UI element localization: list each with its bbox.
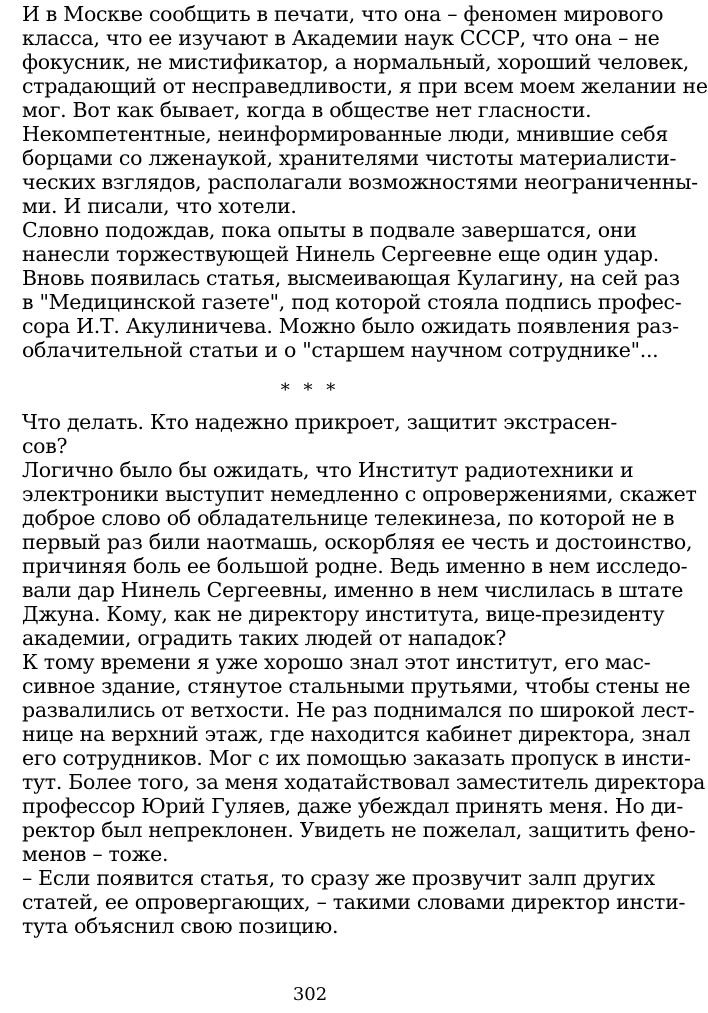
text-line: профессор Юрий Гуляев, даже убеждал принять меня. Но ди- <box>22 794 684 818</box>
text-line: нице на верхний этаж, где находится кабинет директора, знал <box>22 722 691 746</box>
text-line: менов – тоже. <box>22 842 169 866</box>
text-line: тут. Более того, за меня ходатайствовал заместитель директора <box>22 770 706 794</box>
text-line: вали дар Нинель Сергеевны, именно в нем числилась в штате <box>22 578 684 602</box>
text-line: Джуна. Кому, как не директору института, вице-президенту <box>22 602 665 626</box>
text-line: И в Москве сообщить в печати, что она – феномен мирового <box>22 2 664 26</box>
text-line: сов? <box>22 434 68 458</box>
text-line: мог. Вот как бывает, когда в обществе нет гласности. <box>22 98 592 122</box>
text-line: Словно подождав, пока опыты в подвале завершатся, они <box>22 218 637 242</box>
text-line: тута объяснил свою позицию. <box>22 914 339 938</box>
text-line: Что делать. Кто надежно прикроет, защитит экстрасен- <box>22 410 617 434</box>
text-line: доброе слово об обладательнице телекинеза, по которой не в <box>22 506 675 530</box>
text-line: фокусник, не мистификатор, а нормальный, хороший человек, <box>22 50 690 74</box>
text-line: сивное здание, стянутое стальными прутьями, чтобы стены не <box>22 674 691 698</box>
text-line: страдающий от несправедливости, я при всем моем желании не <box>22 74 708 98</box>
text-line: – Если появится статья, то сразу же прозвучит залп других <box>22 866 655 890</box>
text-line: его сотрудников. Мог с их помощью заказать пропуск в инсти- <box>22 746 691 770</box>
text-line: облачительной статьи и о "старшем научном сотруднике"... <box>22 338 659 362</box>
text-line: сора И.Т. Акулиничева. Можно было ожидать появления раз- <box>22 314 679 338</box>
text-line: борцами со лженаукой, хранителями чистоты материалисти- <box>22 146 677 170</box>
section-separator: * * * <box>280 380 340 401</box>
text-line: Логично было бы ожидать, что Институт радиотехники и <box>22 458 634 482</box>
text-line: причиняя боль ее большой родне. Ведь именно в нем исследо- <box>22 554 688 578</box>
text-line: ческих взглядов, располагали возможностями неограниченны- <box>22 170 698 194</box>
text-line: ми. И писали, что хотели. <box>22 194 297 218</box>
text-line: нанесли торжествующей Нинель Сергеевне еще один удар. <box>22 242 659 266</box>
page-number: 302 <box>292 984 328 1005</box>
text-line: в "Медицинской газете", под которой стояла подпись профес- <box>22 290 682 314</box>
text-line: статей, ее опровергающих, – такими словами директор инсти- <box>22 890 686 914</box>
text-line: развалились от ветхости. Не раз поднимался по широкой лест- <box>22 698 695 722</box>
text-line: К тому времени я уже хорошо знал этот институт, его мас- <box>22 650 651 674</box>
text-line: Вновь появилась статья, высмеивающая Кулагину, на сей раз <box>22 266 680 290</box>
text-line: первый раз били наотмашь, оскорбляя ее честь и достоинство, <box>22 530 693 554</box>
text-line: электроники выступит немедленно с опровержениями, скажет <box>22 482 697 506</box>
text-line: класса, что ее изучают в Академии наук СССР, что она – не <box>22 26 660 50</box>
text-line: ректор был непреклонен. Увидеть не пожелал, защитить фено- <box>22 818 696 842</box>
text-line: Некомпетентные, неинформированные люди, мнившие себя <box>22 122 668 146</box>
text-line: академии, оградить таких людей от нападок? <box>22 626 507 650</box>
